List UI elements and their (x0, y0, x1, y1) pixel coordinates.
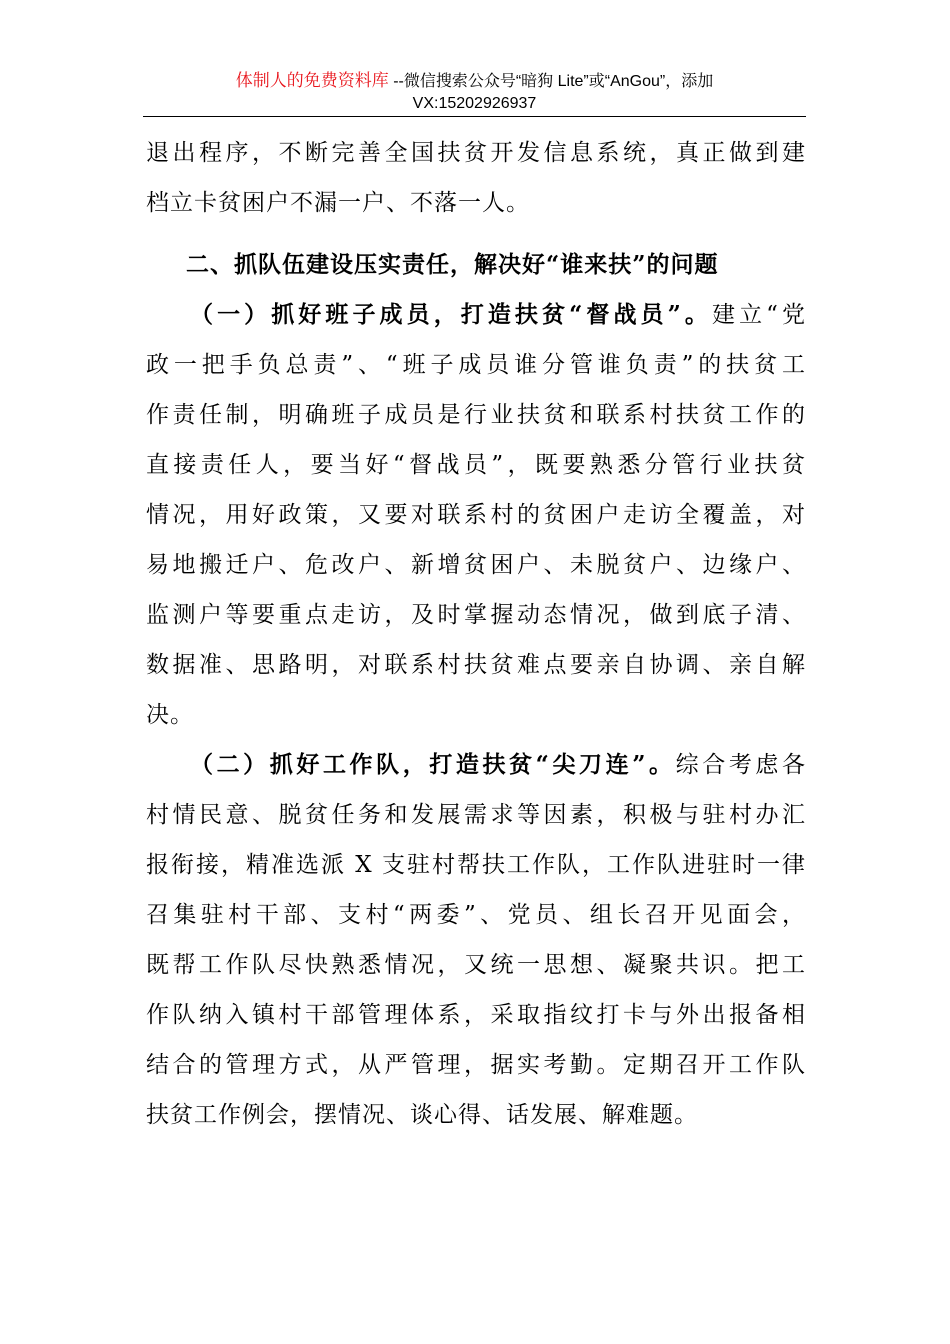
page-header (143, 70, 806, 115)
brand-text: 体制人的免费资料库 (235, 71, 389, 90)
body-line: 报衔接，精准选派 X 支驻村帮扶工作队，工作队进驻时一律 (146, 852, 806, 878)
body-line: 情况，用好政策，又要对联系村的贫困户走访全覆盖，对 (146, 502, 806, 528)
body-line: 扶贫工作例会，摆情况、谈心得、话发展、解难题。 (146, 1102, 698, 1128)
body-line: 作队纳入镇村干部管理体系，采取指纹打卡与外出报备相 (146, 1002, 806, 1028)
paragraph-first-line (146, 740, 806, 790)
body-text: 建立“党 (712, 302, 806, 328)
body-text: 综合考虑各 (675, 752, 806, 778)
body-line: 既帮工作队尽快熟悉情况，又统一思想、凝聚共识。把工 (146, 952, 806, 978)
body-line: 退出程序，不断完善全国扶贫开发信息系统，真正做到建 (146, 140, 806, 166)
subheading: （二）抓好工作队，打造扶贫“尖刀连”。 (190, 751, 676, 778)
body-line: 数据准、思路明，对联系村扶贫难点要亲自协调、亲自解 (146, 652, 806, 678)
header-rule (143, 116, 806, 117)
header-contact: VX:15202926937 (412, 95, 537, 112)
section-heading: 二、抓队伍建设压实责任，解决好“谁来扶”的问题 (186, 251, 719, 278)
body-line: 监测户等要重点走访，及时掌握动态情况，做到底子清、 (146, 602, 806, 628)
document-body (146, 128, 806, 1140)
body-line: 档立卡贫困户不漏一户、不落一人。 (146, 190, 530, 216)
body-line: 作责任制，明确班子成员是行业扶贫和联系村扶贫工作的 (146, 402, 806, 428)
paragraph-first-line (146, 290, 806, 340)
body-line: 召集驻村干部、支村“两委”、党员、组长召开见面会， (146, 902, 806, 928)
body-line: 决。 (146, 702, 194, 728)
body-line: 结合的管理方式，从严管理，据实考勤。定期召开工作队 (146, 1052, 806, 1078)
body-line: 村情民意、脱贫任务和发展需求等因素，积极与驻村办汇 (146, 802, 806, 828)
header-notice: --微信搜索公众号“暗狗 Lite”或“AnGou”，添加 (388, 73, 714, 90)
subheading: （一）抓好班子成员，打造扶贫“督战员”。 (190, 301, 712, 328)
paragraph-1 (146, 290, 806, 740)
body-line: 易地搬迁户、危改户、新增贫困户、未脱贫户、边缘户、 (146, 552, 806, 578)
body-line: 政一把手负总责”、“班子成员谁分管谁负责”的扶贫工 (146, 352, 806, 378)
paragraph-2 (146, 740, 806, 1140)
body-line: 直接责任人，要当好“督战员”，既要熟悉分管行业扶贫 (146, 452, 806, 478)
